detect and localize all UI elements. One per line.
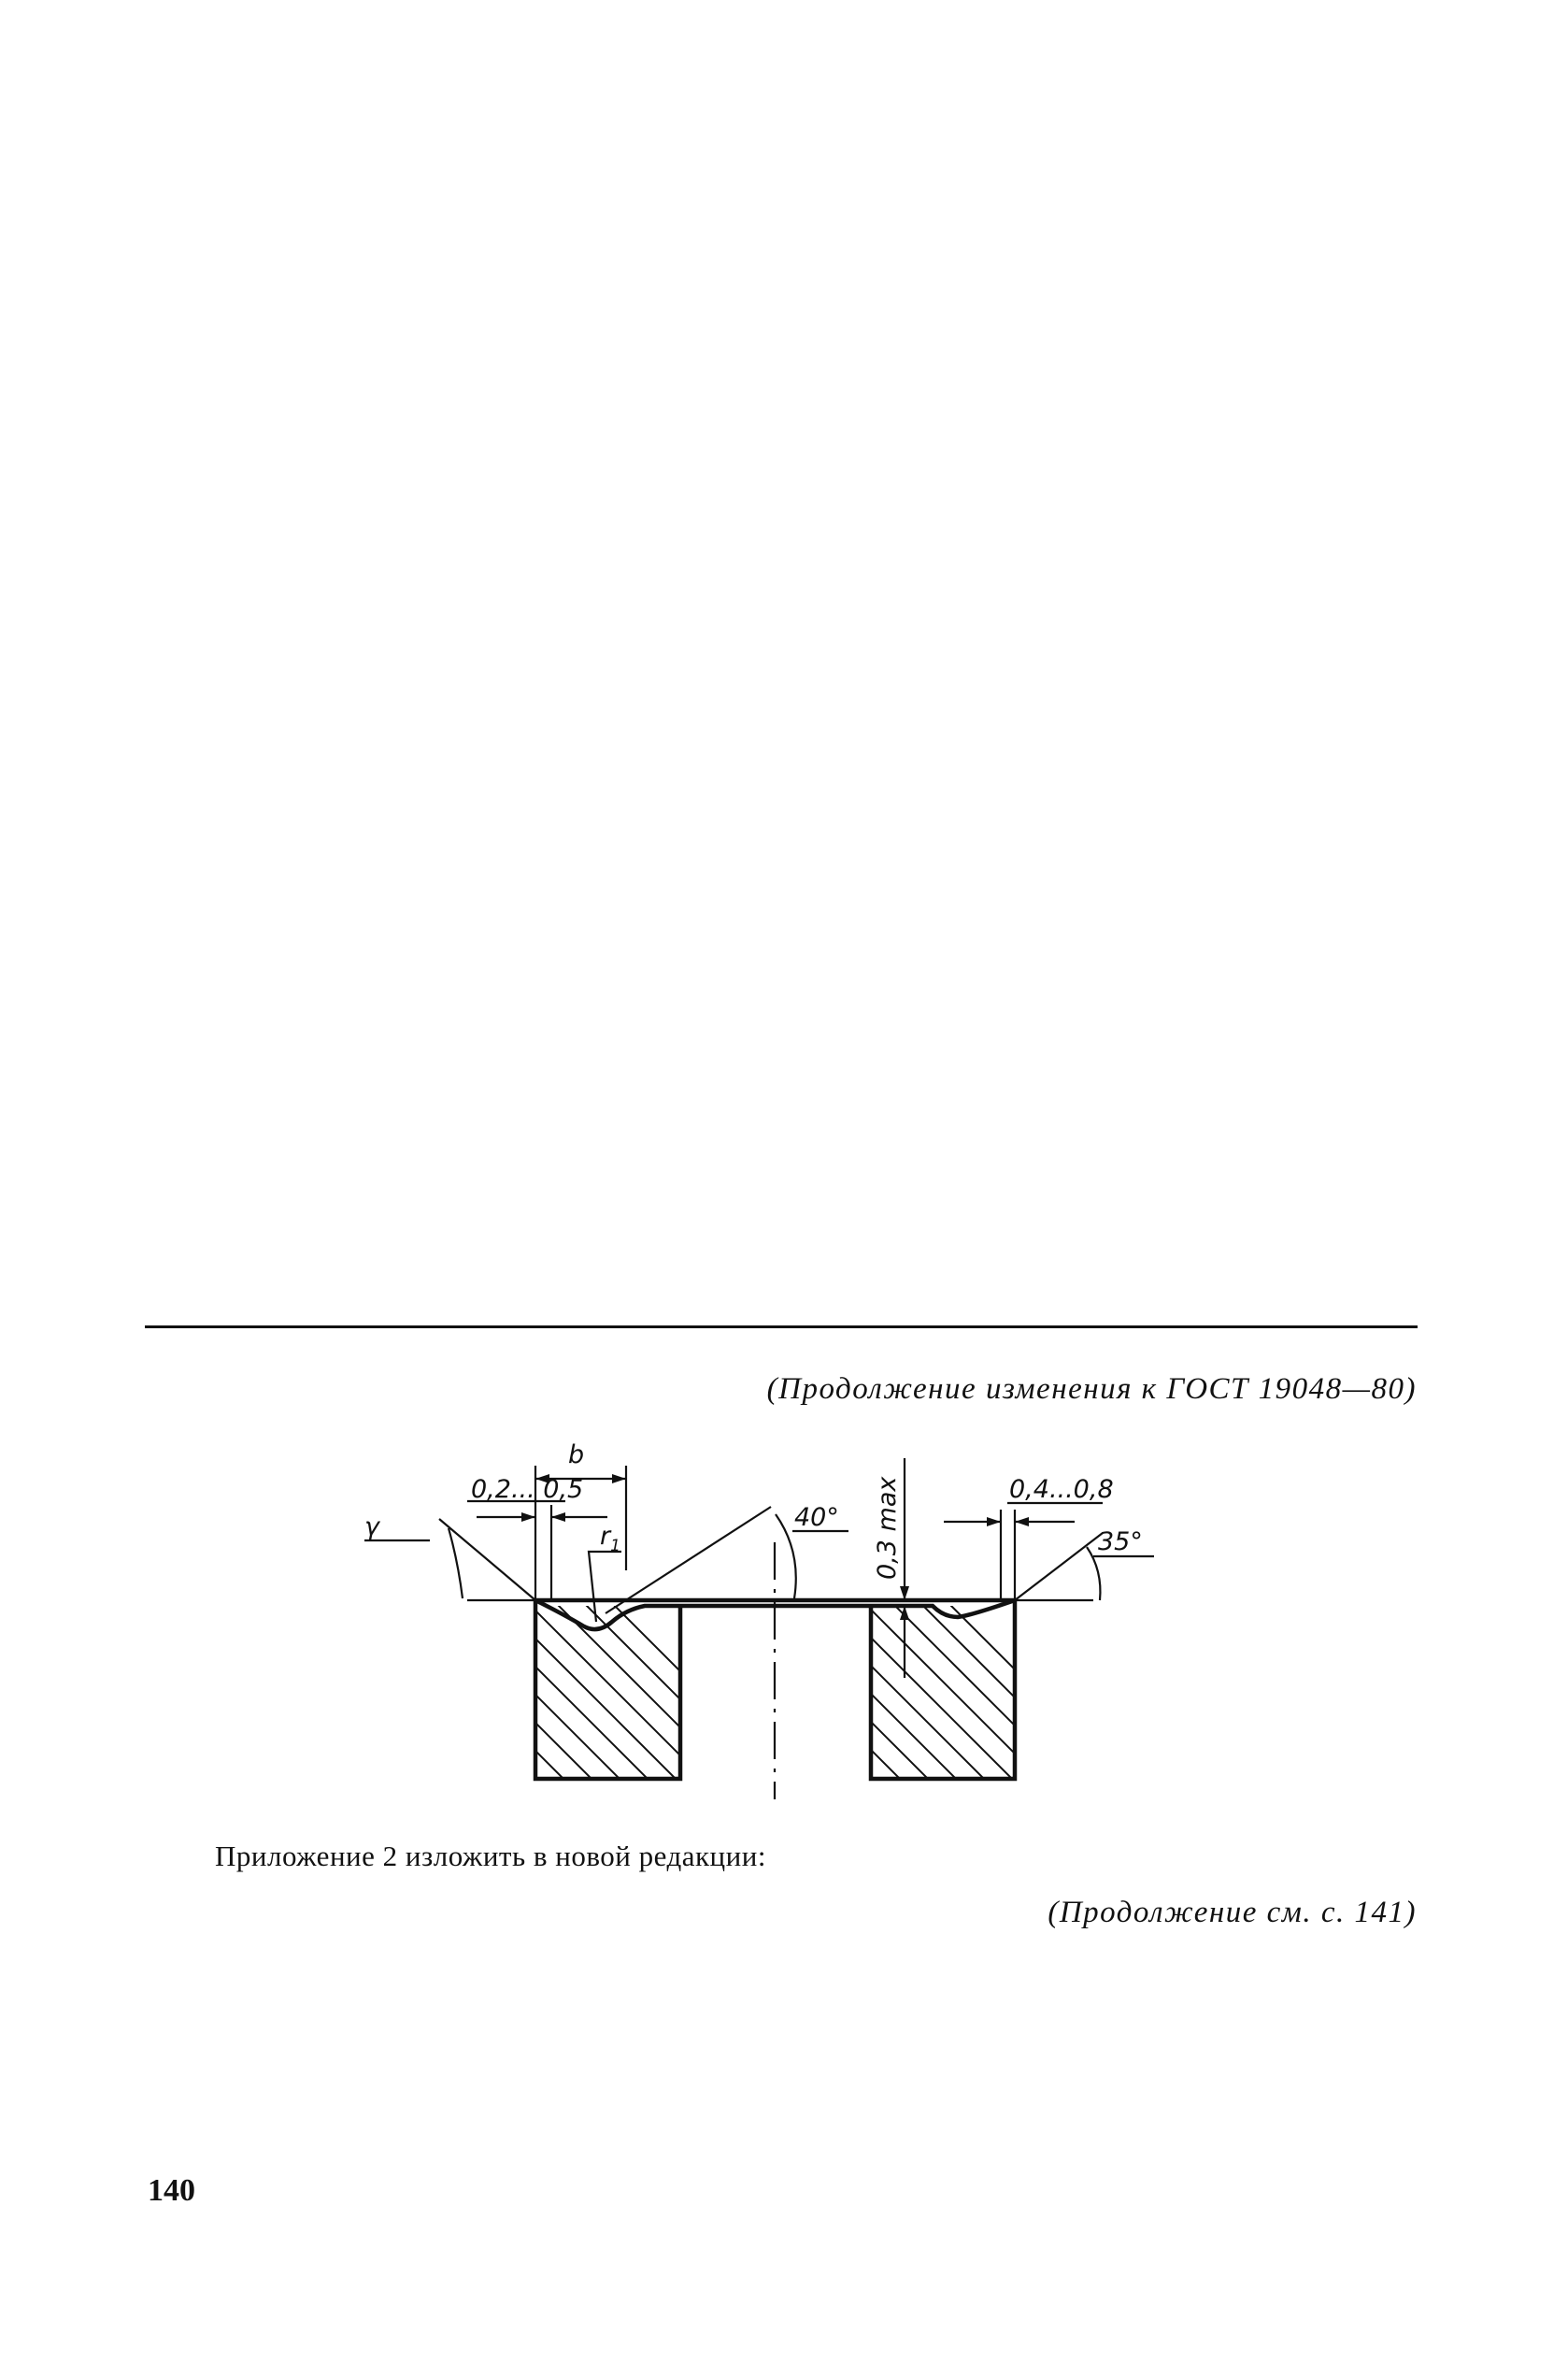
groove-right <box>871 1600 1015 1617</box>
page-number: 140 <box>148 2173 195 2208</box>
label-angle-35: 35° <box>1098 1527 1143 1556</box>
label-dim-left: 0,2... 0,5 <box>471 1475 584 1504</box>
body-text: Приложение 2 изложить в новой редакции: <box>215 1840 766 1872</box>
label-r1: $r_1$ <box>600 1522 620 1555</box>
chamfer-40 <box>606 1507 771 1613</box>
label-dim-right: 0,4...0,8 <box>1009 1475 1114 1504</box>
groove-left <box>535 1600 871 1629</box>
chamfer-35 <box>1015 1533 1103 1600</box>
label-angle-40: 40° <box>794 1503 839 1532</box>
label-depth: 0,3 max <box>873 1476 902 1580</box>
part-outline-right <box>871 1600 1015 1779</box>
label-gamma: γ <box>364 1512 379 1541</box>
label-b: b <box>568 1440 585 1469</box>
continuation-header: (Продолжение изменения к ГОСТ 19048—80) <box>766 1372 1417 1406</box>
continuation-note: (Продолжение см. с. 141) <box>1048 1896 1417 1929</box>
technical-drawing <box>355 1430 1177 1813</box>
chamfer-left <box>439 1519 535 1600</box>
top-rule <box>145 1325 1418 1328</box>
